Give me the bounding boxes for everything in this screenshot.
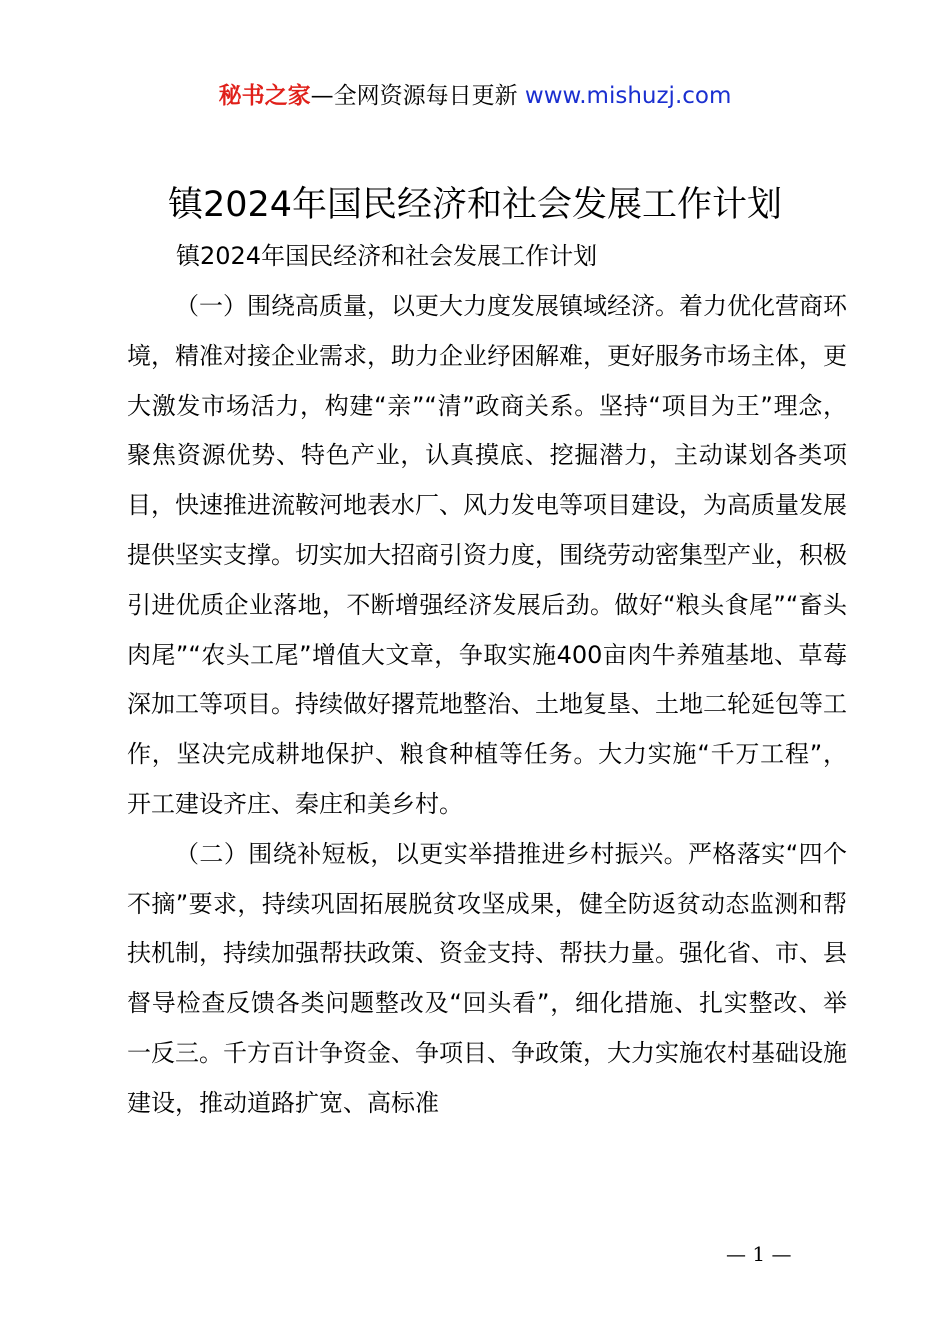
brand-name: 秘书之家	[218, 83, 311, 109]
site-header	[0, 80, 950, 112]
document-body	[127, 282, 847, 1129]
paragraph-2: （二）围绕补短板，以更实举措推进乡村振兴。严格落实“四个不摘”要求，持续巩固拓展脱贫攻坚成果，健全防返贫动态监测和帮扶机制，持续加强帮扶政策、资金支持、帮扶力量。强化省、市、县督导检查反馈各类问题整改及“回头看”，细化措施、扎实整改、举一反三。千方百计争资金、争项目、争政策，大力实施农村基础设施建设，推动道路扩宽、高标准	[127, 839, 847, 1117]
page-number: — 1 —	[726, 1242, 792, 1266]
document-title: 镇2024年国民经济和社会发展工作计划	[167, 185, 783, 225]
site-url[interactable]: www.mishuzj.com	[524, 83, 732, 109]
header-slogan: —全网资源每日更新	[310, 83, 518, 109]
paragraph-1: （一）围绕高质量，以更大力度发展镇域经济。着力优化营商环境，精准对接企业需求，助力企业纾困解难，更好服务市场主体，更大激发市场活力，构建“亲”“清”政商关系。坚持“项目为王”理念，聚焦资源优势、特色产业，认真摸底、挖掘潜力，主动谋划各类项目，快速推进流鞍河地表水厂、风力发电等项目建设，为高质量发展提供坚实支撑。切实加大招商引资力度，围绕劳动密集型产业，积极引进优质企业落地，不断增强经济发展后劲。做好“粮头食尾”“畜头肉尾”“农头工尾”增值大文章，争取实施400亩肉牛养殖基地、草莓深加工等项目。持续做好撂荒地整治、土地复垦、土地二轮延包等工作，坚决完成耕地保护、粮食种植等任务。大力实施“千万工程”，开工建设齐庄、秦庄和美乡村。	[127, 292, 847, 818]
document-subtitle: 镇2024年国民经济和社会发展工作计划	[176, 242, 598, 270]
